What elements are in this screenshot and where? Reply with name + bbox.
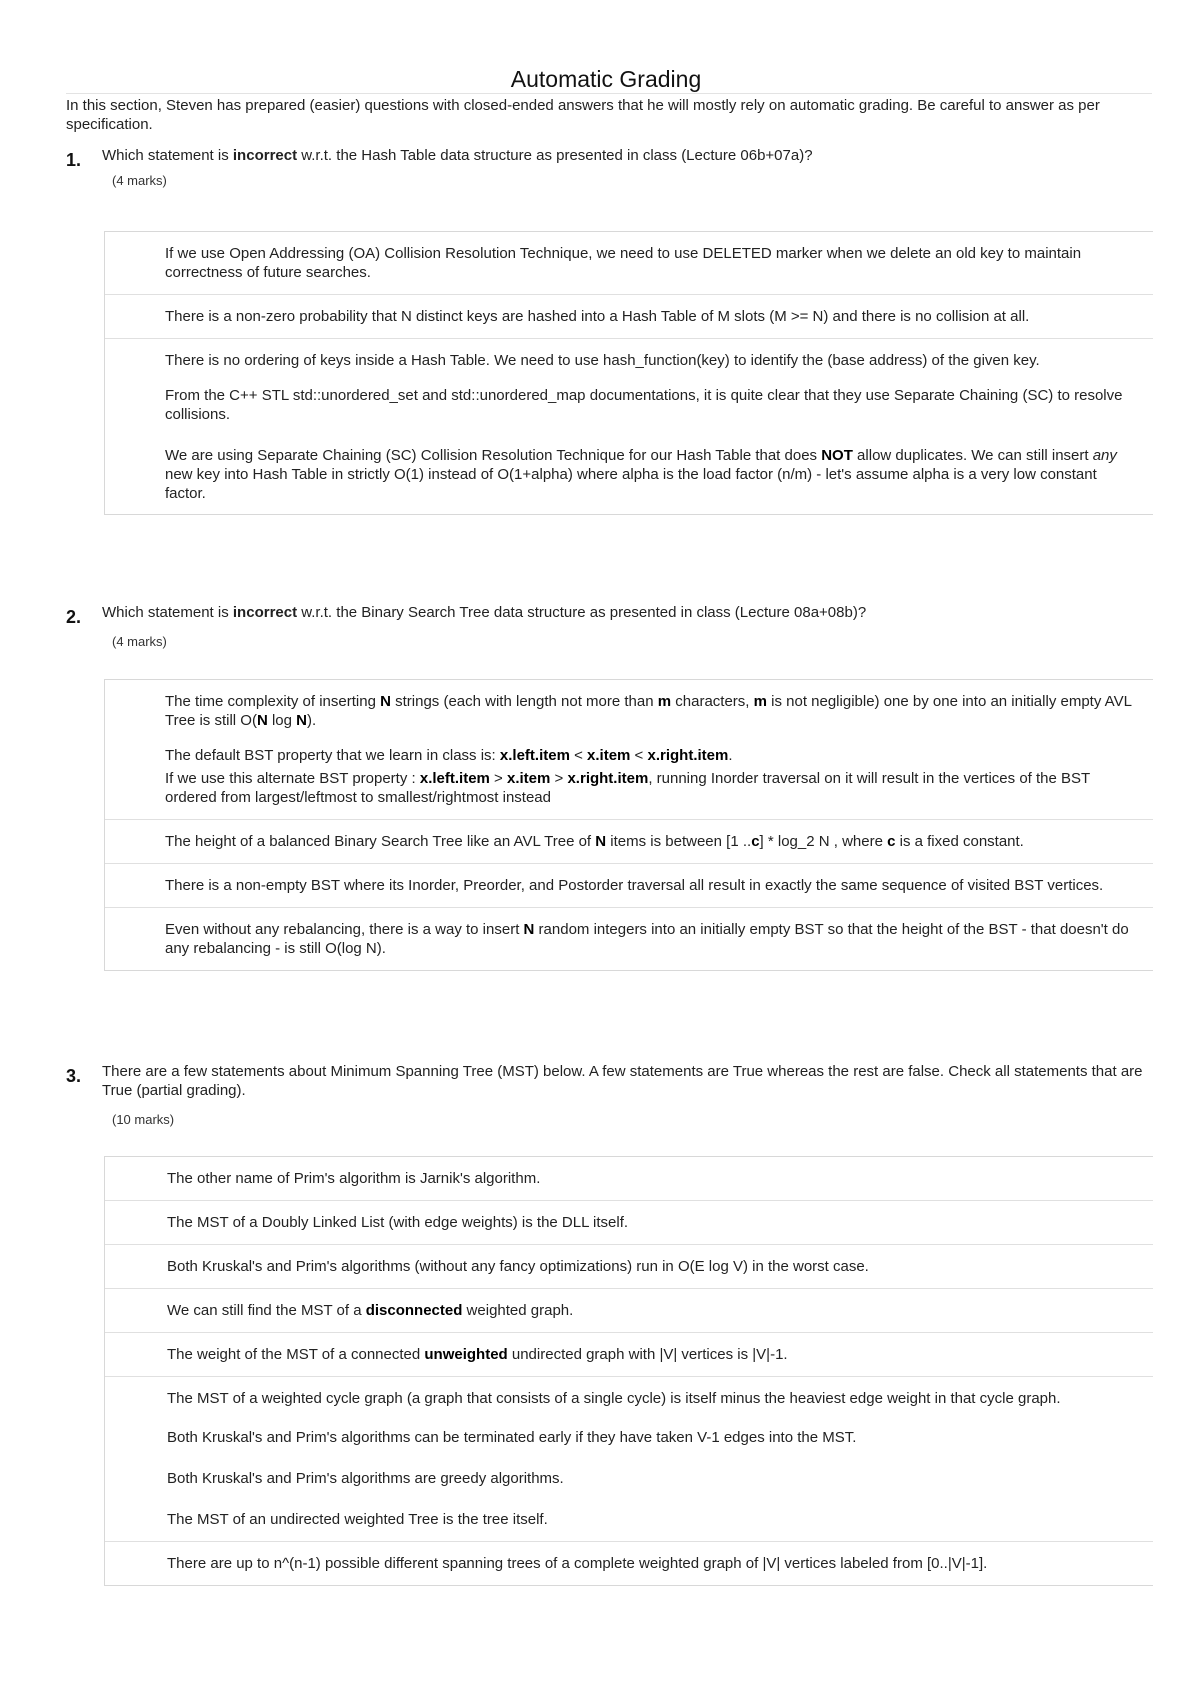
question-number: 2. xyxy=(66,607,82,627)
question-text xyxy=(102,146,1152,165)
option-text-italic: any xyxy=(1092,447,1117,464)
q1-option-4[interactable]: From the C++ STL std::unordered_set and std::unordered_map documentations, it is quite clear that they use Separate Chaining (SC) to resolve collisions. xyxy=(165,387,1123,423)
option-text-part: characters, xyxy=(671,693,754,710)
option-text-emphasis: N xyxy=(256,712,268,729)
q3-option-2[interactable]: The MST of a Doubly Linked List (with edge weights) is the DLL itself. xyxy=(105,1201,1153,1245)
option-text-emphasis: x.right.item xyxy=(647,747,729,764)
option-text-part: is a fixed constant. xyxy=(895,833,1024,850)
question-text-part: Which statement is xyxy=(102,147,233,164)
option-text-emphasis: x.left.item xyxy=(499,747,570,764)
question-marks: (10 marks) xyxy=(112,1112,175,1127)
option-text-part: > xyxy=(489,770,507,787)
option-line xyxy=(165,746,1133,765)
q1-option-1[interactable]: If we use Open Addressing (OA) Collision Resolution Technique, we need to use DELETED marker when we delete an old key to maintain correctness of future searches. xyxy=(105,232,1153,295)
q3-option-8[interactable]: Both Kruskal's and Prim's algorithms are greedy algorithms. xyxy=(167,1470,564,1487)
option-text-part: The height of a balanced Binary Search Tree like an AVL Tree of xyxy=(165,833,596,850)
option-text-emphasis: N xyxy=(523,921,535,938)
q3-option-6[interactable]: The MST of a weighted cycle graph (a graph that consists of a single cycle) is itself minus the heaviest edge weight in that cycle graph. xyxy=(167,1390,1061,1407)
q3-option-4[interactable] xyxy=(105,1289,1153,1333)
option-text-part: new key into Hash Table in strictly O(1) instead of O(1+alpha) where alpha is the load factor (n/m) - let's assume alpha is a very low constant factor. xyxy=(165,466,1097,502)
option-text-part: < xyxy=(569,747,588,764)
option-text-emphasis: N xyxy=(380,693,391,710)
q1-options xyxy=(104,231,1153,515)
q2-option-1[interactable] xyxy=(105,680,1153,738)
option-text-emphasis: NOT xyxy=(821,447,853,464)
q1-option-3[interactable]: There is no ordering of keys inside a Hash Table. We need to use hash_function(key) to identify the (base address) of the given key. xyxy=(165,352,1040,369)
question-marks: (4 marks) xyxy=(112,173,167,188)
q1-option-5[interactable] xyxy=(105,436,1153,514)
option-text-part: , running Inorder traversal on it will result in the vertices of the BST ordered from largest/leftmost to smallest/rightmost instead xyxy=(165,770,1090,806)
option-text-part: log xyxy=(267,712,297,729)
option-text-part: > xyxy=(550,770,568,787)
question-text-part: w.r.t. the Hash Table data structure as presented in class (Lecture 06b+07a)? xyxy=(297,147,813,164)
question-text-emphasis: incorrect xyxy=(232,604,298,621)
option-text-part: If we use this alternate BST property : xyxy=(165,770,420,787)
option-text-part: strings (each with length not more than xyxy=(390,693,658,710)
question-text-emphasis: incorrect xyxy=(232,147,298,164)
q3-options xyxy=(104,1156,1153,1586)
q1-option-2[interactable]: There is a non-zero probability that N distinct keys are hashed into a Hash Table of M slots (M >= N) and there is no collision at all. xyxy=(105,295,1153,339)
option-text-emphasis: m xyxy=(753,693,767,710)
option-text-part: Even without any rebalancing, there is a way to insert xyxy=(165,921,524,938)
question-number: 3. xyxy=(66,1066,82,1086)
option-text-part: The default BST property that we learn in class is: xyxy=(165,747,500,764)
q3-option-1[interactable]: The other name of Prim's algorithm is Jarnik's algorithm. xyxy=(105,1157,1153,1201)
option-text-part: allow duplicates. We can still insert xyxy=(852,447,1093,464)
q2-option-4[interactable]: There is a non-empty BST where its Inorder, Preorder, and Postorder traversal all result in exactly the same sequence of visited BST vertices. xyxy=(105,864,1153,908)
question-number: 1. xyxy=(66,150,82,170)
option-text-part: weighted graph. xyxy=(462,1302,574,1319)
question-text-part: w.r.t. the Binary Search Tree data structure as presented in class (Lecture 08a+08b)? xyxy=(297,604,867,621)
option-text-emphasis: N xyxy=(595,833,607,850)
option-text-part: is not negligible) one by one into an initially empty AVL Tree is still O( xyxy=(165,693,1132,729)
option-text-part: . xyxy=(728,747,733,764)
q2-option-2[interactable] xyxy=(105,738,1153,820)
question-text-part: Which statement is xyxy=(102,604,233,621)
option-text-emphasis: unweighted xyxy=(424,1346,508,1363)
q2-option-5[interactable] xyxy=(105,908,1153,970)
option-text-part: We can still find the MST of a xyxy=(167,1302,366,1319)
section-intro: In this section, Steven has prepared (easier) questions with closed-ended answers that he will mostly rely on automatic grading. Be careful to answer as per specification. xyxy=(66,97,1100,133)
option-text-emphasis: disconnected xyxy=(365,1302,463,1319)
option-line xyxy=(165,769,1133,807)
option-text-part: < xyxy=(630,747,648,764)
question-marks: (4 marks) xyxy=(112,634,167,649)
question-text xyxy=(102,603,1152,622)
option-text-emphasis: x.left.item xyxy=(419,770,490,787)
q3-option-3[interactable]: Both Kruskal's and Prim's algorithms (without any fancy optimizations) run in O(E log V) in the worst case. xyxy=(105,1245,1153,1289)
q3-option-9[interactable]: The MST of an undirected weighted Tree is the tree itself. xyxy=(105,1499,1153,1542)
option-text-part: The weight of the MST of a connected xyxy=(167,1346,425,1363)
question-text: There are a few statements about Minimum Spanning Tree (MST) below. A few statements are True whereas the rest are false. Check all statements that are True (partial grading). xyxy=(102,1063,1143,1099)
option-text-emphasis: x.right.item xyxy=(567,770,649,787)
q2-option-3[interactable] xyxy=(105,820,1153,864)
page-title: Automatic Grading xyxy=(510,66,702,92)
option-text-part: We are using Separate Chaining (SC) Collision Resolution Technique for our Hash Table that does xyxy=(165,447,822,464)
option-text-part: undirected graph with |V| vertices is |V|-1. xyxy=(507,1346,788,1363)
q3-option-5[interactable] xyxy=(105,1333,1153,1377)
option-text-emphasis: x.item xyxy=(587,747,631,764)
option-text-emphasis: N xyxy=(296,712,307,729)
option-text-part: items is between [1 .. xyxy=(606,833,752,850)
option-text-emphasis: x.item xyxy=(507,770,551,787)
option-text-emphasis: m xyxy=(657,693,672,710)
title-divider xyxy=(66,93,1152,94)
option-text-part: ] * log_2 N , where xyxy=(759,833,888,850)
q3-option-7[interactable]: Both Kruskal's and Prim's algorithms can be terminated early if they have taken V-1 edges into the MST. xyxy=(167,1429,857,1446)
q3-option-10[interactable]: There are up to n^(n-1) possible different spanning trees of a complete weighted graph of |V| vertices labeled from [0..|V|-1]. xyxy=(167,1555,988,1572)
option-text-emphasis: c xyxy=(887,833,896,850)
option-text-emphasis: c xyxy=(751,833,760,850)
q2-options xyxy=(104,679,1153,971)
option-text-part: The time complexity of inserting xyxy=(165,693,381,710)
option-text-part: random integers into an initially empty BST so that the height of the BST - that doesn't do any rebalancing - is still O(log N). xyxy=(165,921,1129,957)
option-text-part: ). xyxy=(307,712,317,729)
